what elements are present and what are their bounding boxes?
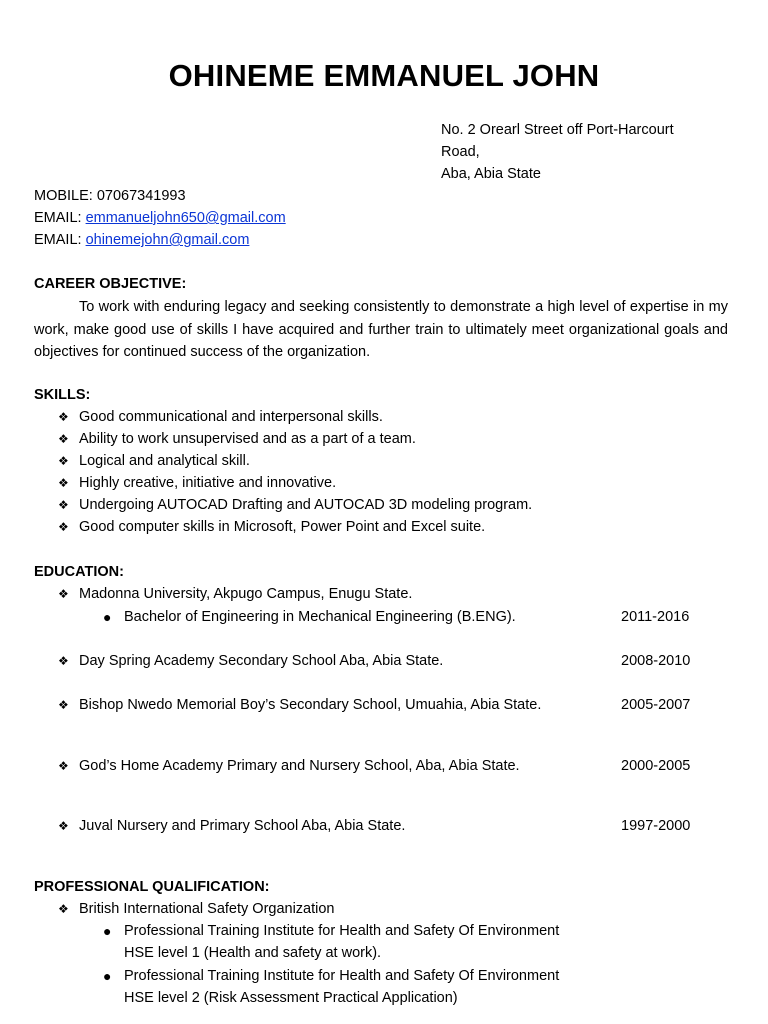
diamond-bullet-icon: ❖ [58, 454, 69, 468]
education-years: 2008-2010 [621, 653, 691, 669]
qualification-line: Professional Training Institute for Health and Safety Of Environment [124, 923, 560, 939]
career-heading: CAREER OBJECTIVE: [34, 276, 187, 292]
diamond-bullet-icon: ❖ [58, 520, 69, 534]
diamond-bullet-icon: ❖ [58, 819, 69, 833]
qualification-line: Professional Training Institute for Health and Safety Of Environment [124, 968, 560, 984]
education-years: 2000-2005 [621, 758, 691, 774]
address-line-3: Aba, Abia State [441, 166, 541, 182]
diamond-bullet-icon: ❖ [58, 587, 69, 601]
diamond-bullet-icon: ❖ [58, 759, 69, 773]
qualification-org: British International Safety Organization [79, 901, 335, 917]
mobile-label: MOBILE: [34, 188, 93, 204]
career-text: To work with enduring legacy and seeking consistently to demonstrate a high level of expertise in my work, make good use of skills I have acquired and further train to ultimately meet organizational goals and objectives for continued success of the organization. [34, 299, 728, 360]
education-school: Day Spring Academy Secondary School Aba, Abia State. [79, 653, 444, 669]
diamond-bullet-icon: ❖ [58, 654, 69, 668]
education-school: Madonna University, Akpugo Campus, Enugu State. [79, 586, 413, 602]
qualification-heading: PROFESSIONAL QUALIFICATION: [34, 879, 270, 895]
skill-item: Highly creative, initiative and innovative. [79, 475, 337, 491]
round-bullet-icon: ● [103, 923, 112, 939]
diamond-bullet-icon: ❖ [58, 498, 69, 512]
education-years: 1997-2000 [621, 818, 691, 834]
qualification-line: HSE level 1 (Health and safety at work). [124, 945, 382, 961]
mobile-number: 07067341993 [96, 188, 186, 204]
education-degree: Bachelor of Engineering in Mechanical Engineering (B.ENG). [124, 609, 516, 625]
education-school: Bishop Nwedo Memorial Boy’s Secondary School, Umuahia, Abia State. [79, 697, 542, 713]
diamond-bullet-icon: ❖ [58, 432, 69, 446]
diamond-bullet-icon: ❖ [58, 698, 69, 712]
email-link-2[interactable]: ohinemejohn@gmail.com [85, 232, 250, 248]
mobile-line [34, 185, 186, 207]
skills-heading: SKILLS: [34, 387, 91, 403]
round-bullet-icon: ● [103, 609, 112, 625]
education-years: 2011-2016 [621, 609, 690, 625]
email-link-1[interactable]: emmanueljohn650@gmail.com [85, 210, 286, 226]
skill-item: Good computer skills in Microsoft, Power Point and Excel suite. [79, 519, 486, 535]
diamond-bullet-icon: ❖ [58, 410, 69, 424]
education-heading: EDUCATION: [34, 564, 124, 580]
skill-item: Logical and analytical skill. [79, 453, 250, 469]
round-bullet-icon: ● [103, 968, 112, 984]
address-line-1: No. 2 Orearl Street off Port-Harcourt [441, 122, 674, 138]
candidate-name: OHINEME EMMANUEL JOHN [168, 58, 600, 93]
email-line-2 [34, 229, 249, 251]
email-line-1 [34, 207, 286, 229]
diamond-bullet-icon: ❖ [58, 902, 69, 916]
education-years: 2005-2007 [621, 697, 691, 713]
skill-item: Good communicational and interpersonal skills. [79, 409, 383, 425]
qualification-line: HSE level 2 (Risk Assessment Practical Application) [124, 990, 458, 1006]
email-label: EMAIL: [34, 210, 82, 226]
education-school: God’s Home Academy Primary and Nursery School, Aba, Abia State. [79, 758, 520, 774]
email-label: EMAIL: [34, 232, 82, 248]
skill-item: Ability to work unsupervised and as a part of a team. [79, 431, 416, 447]
education-school: Juval Nursery and Primary School Aba, Abia State. [79, 818, 406, 834]
address-line-2: Road, [441, 144, 480, 160]
diamond-bullet-icon: ❖ [58, 476, 69, 490]
skill-item: Undergoing AUTOCAD Drafting and AUTOCAD 3D modeling program. [79, 497, 533, 513]
